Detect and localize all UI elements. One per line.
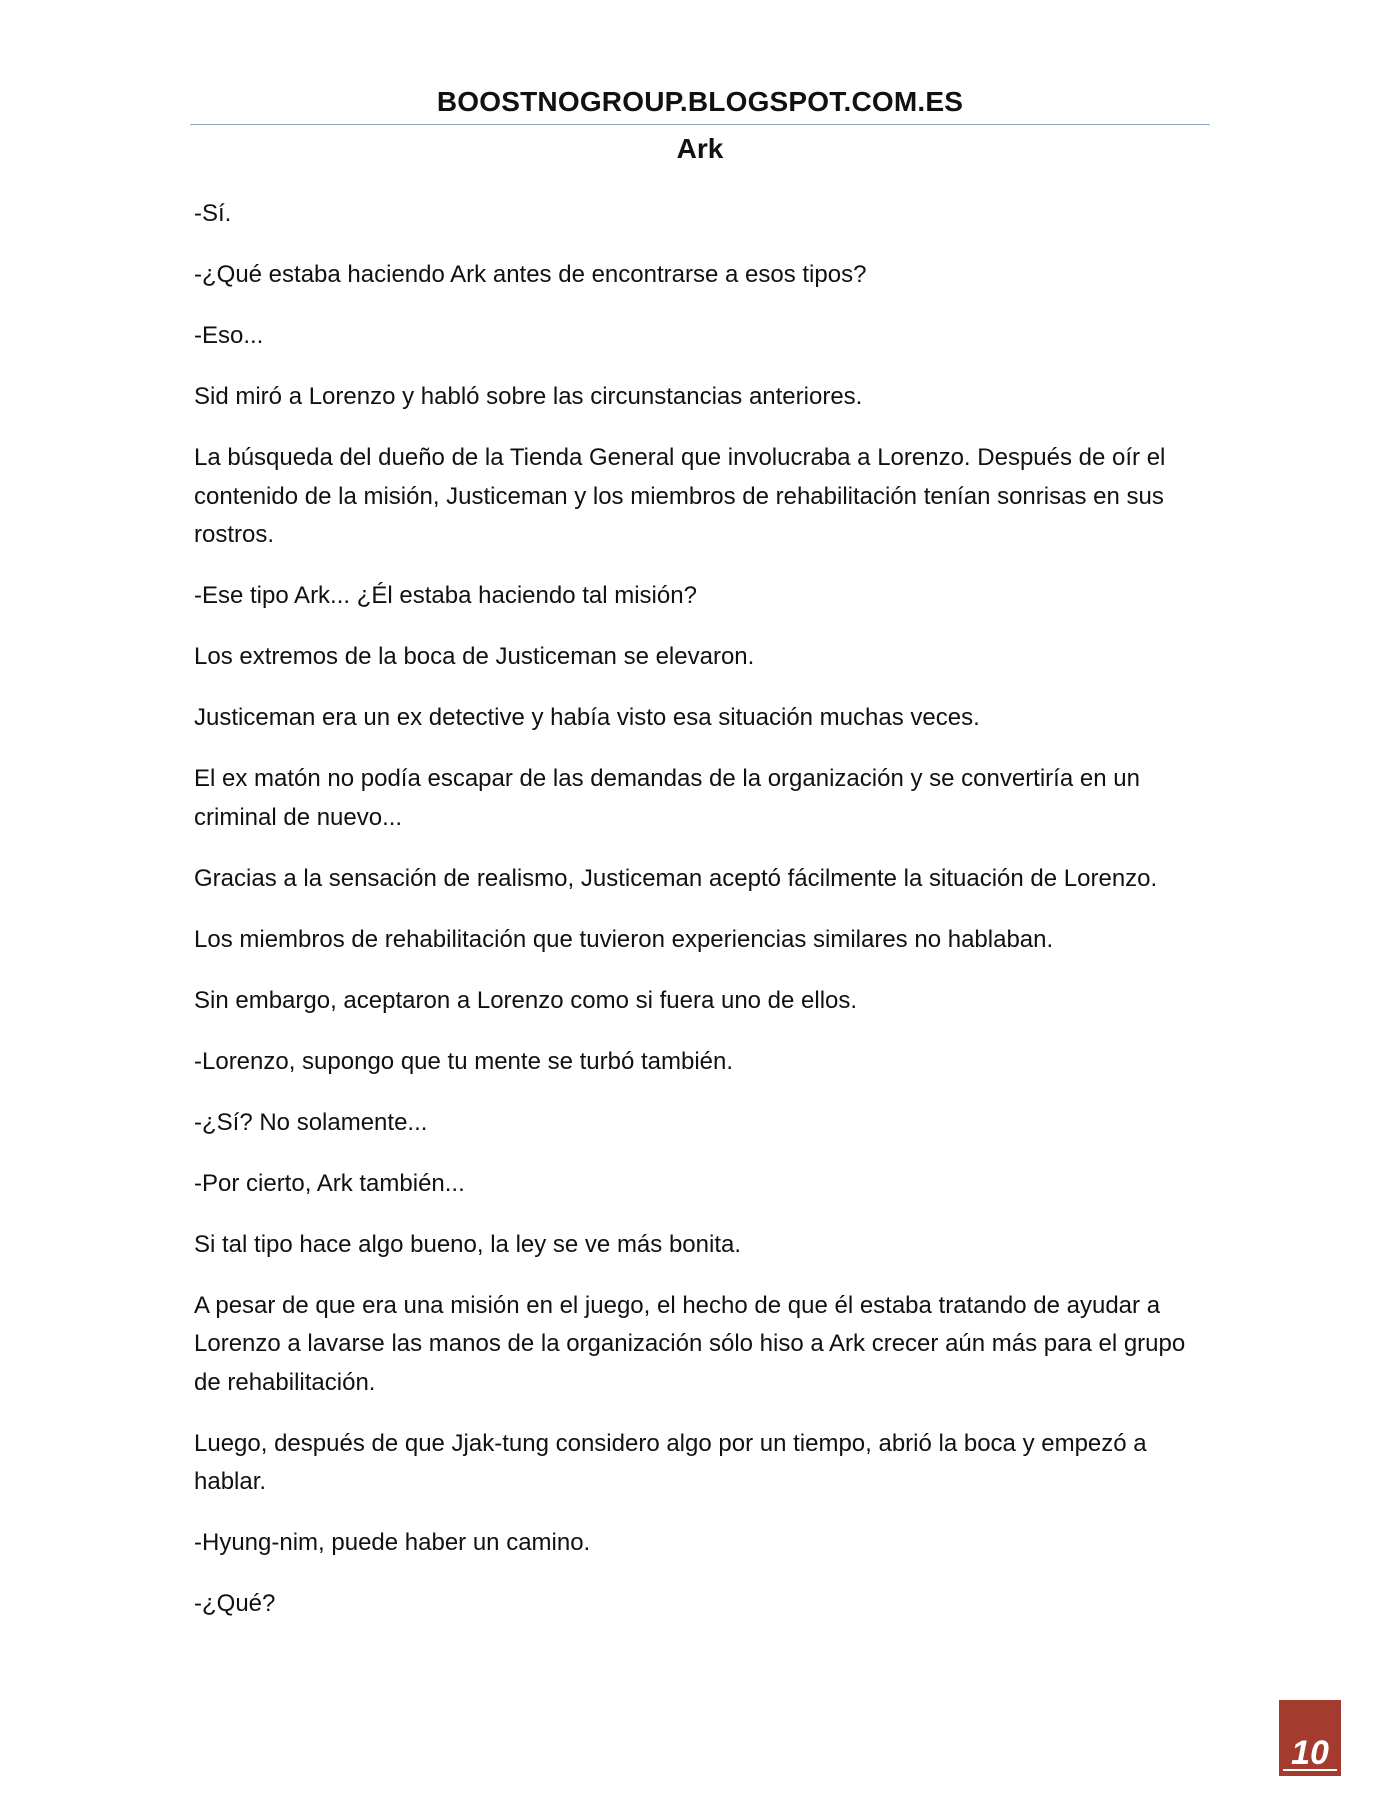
- paragraph: Los miembros de rehabilitación que tuvieron experiencias similares no hablaban.: [194, 925, 1054, 953]
- paragraph: Los extremos de la boca de Justiceman se elevaron.: [194, 643, 755, 670]
- paragraph: -Sí.: [194, 200, 232, 227]
- document-title: Ark: [676, 133, 724, 164]
- paragraph: -Hyung-nim, puede haber un camino.: [194, 1529, 591, 1556]
- paragraph: La búsqueda del dueño de la Tienda General que involucraba a Lorenzo. Después de oír el contenido de la misión, Justiceman y los miembros de rehabilitación tenían sonrisas en sus rostros.: [194, 444, 1166, 548]
- page-number-badge: [1279, 1700, 1341, 1776]
- paragraph: -Eso...: [194, 322, 264, 349]
- paragraph: Sid miró a Lorenzo y habló sobre las circunstancias anteriores.: [194, 383, 863, 410]
- paragraph: El ex matón no podía escapar de las demandas de la organización y se convertiría en un criminal de nuevo...: [194, 765, 1140, 831]
- body-text: [194, 195, 1210, 1646]
- paragraph: Justiceman era un ex detective y había visto esa situación muchas veces.: [194, 704, 980, 731]
- paragraph: -Ese tipo Ark... ¿Él estaba haciendo tal misión?: [194, 582, 697, 609]
- paragraph: Gracias a la sensación de realismo, Justiceman aceptó fácilmente la situación de Lorenzo.: [194, 864, 1158, 892]
- paragraph: -¿Qué?: [194, 1590, 276, 1617]
- paragraph: -Lorenzo, supongo que tu mente se turbó también.: [194, 1047, 734, 1075]
- paragraph: A pesar de que era una misión en el juego, el hecho de que él estaba tratando de ayudar a Lorenzo a lavarse las manos de la organización sólo hiso a Ark crecer aún más para el grupo de rehabilitación.: [194, 1291, 1186, 1396]
- paragraph: -Por cierto, Ark también...: [194, 1169, 465, 1197]
- page-number-underline: [1283, 1769, 1337, 1771]
- paragraph: -¿Sí? No solamente...: [194, 1108, 428, 1136]
- paragraph: Sin embargo, aceptaron a Lorenzo como si fuera uno de ellos.: [194, 986, 858, 1014]
- page-number: 10: [1291, 1734, 1329, 1772]
- page-header: [190, 80, 1210, 173]
- paragraph: -¿Qué estaba haciendo Ark antes de encontrarse a esos tipos?: [194, 261, 867, 288]
- paragraph: Luego, después de que Jjak-tung considero algo por un tiempo, abrió la boca y empezó a hablar.: [194, 1429, 1147, 1495]
- paragraph: Si tal tipo hace algo bueno, la ley se ve más bonita.: [194, 1230, 742, 1258]
- site-title: BOOSTNOGROUP.BLOGSPOT.COM.ES: [436, 86, 964, 117]
